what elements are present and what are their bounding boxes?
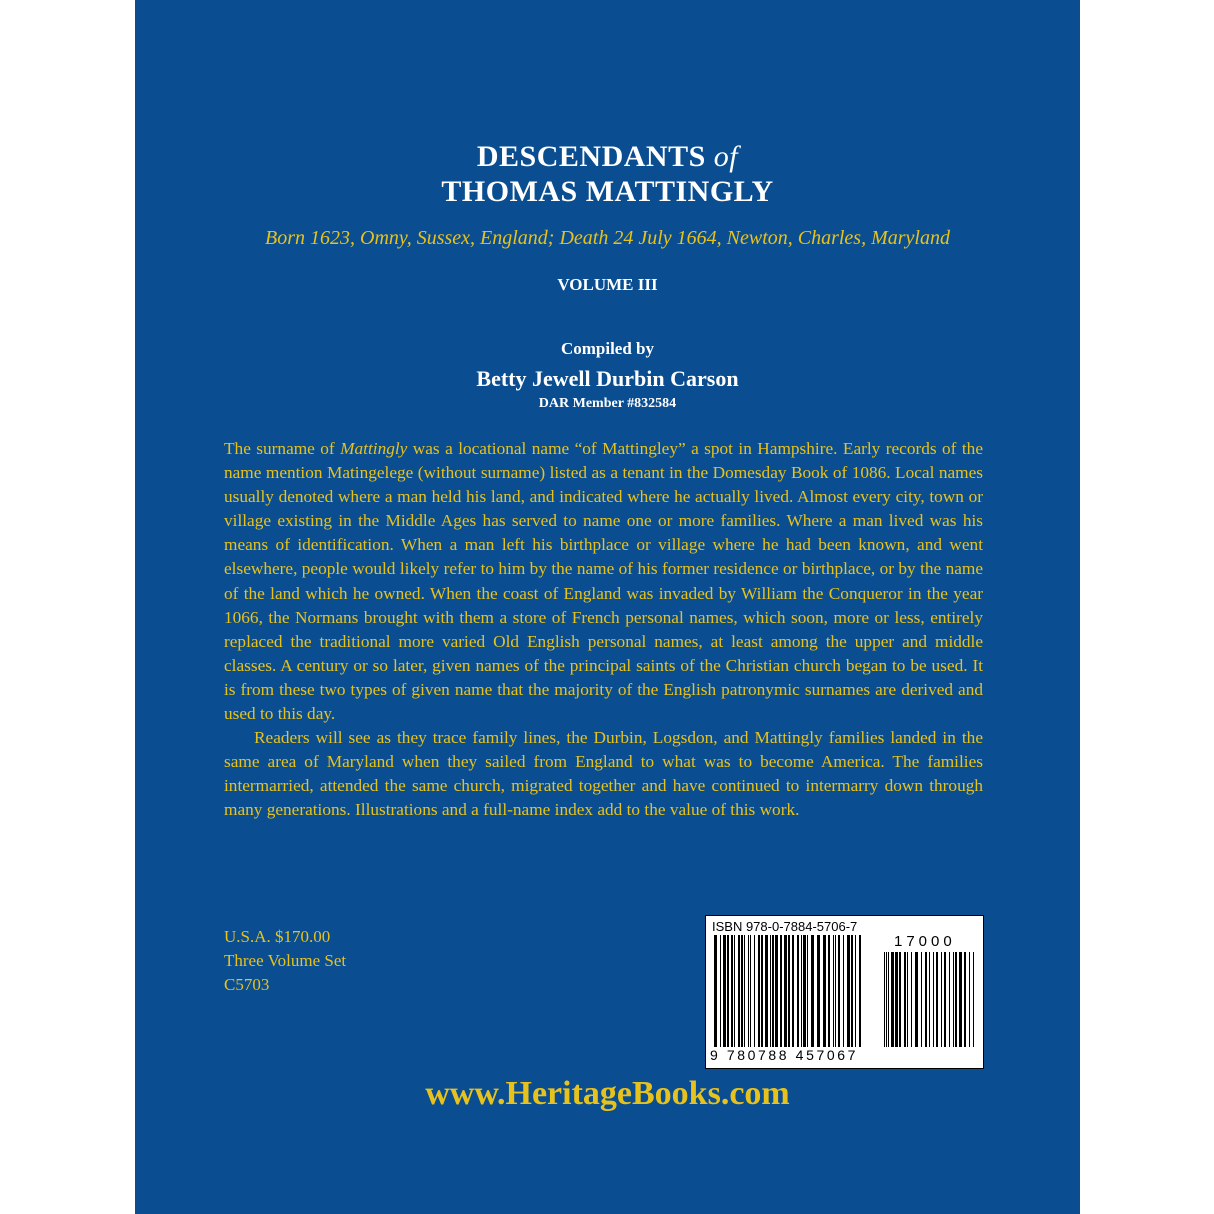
title-of: of	[713, 140, 739, 173]
barcode-bar	[792, 935, 794, 1047]
barcode-bar	[904, 952, 906, 1047]
barcode-bar	[847, 935, 850, 1047]
dar-member-number: DAR Member #832584	[538, 396, 677, 411]
barcode-bar	[959, 952, 962, 1047]
surname-emphasis: Mattingly	[340, 439, 408, 458]
barcode-bar	[969, 952, 970, 1047]
barcode-bar	[788, 935, 790, 1047]
barcode-main-bars	[714, 935, 864, 1047]
barcode-bar	[744, 935, 745, 1047]
barcode-bar	[811, 935, 814, 1047]
barcode-bar	[888, 952, 889, 1047]
title-line-1	[135, 140, 1080, 174]
barcode-bar	[741, 935, 743, 1047]
title-line-2: THOMAS MATTINGLY	[441, 175, 774, 208]
barcode-bar	[797, 935, 799, 1047]
barcode-bar	[780, 935, 782, 1047]
barcode-bar	[761, 935, 763, 1047]
barcode-bar	[925, 952, 927, 1047]
description-paragraph-1: The surname of Mattingly was a locational name “of Mattingley” a spot in Hampshire. Early records of the name mention Matingelege (without surname) listed as a tenant in the Domesday Book of 1086. Local names usually denoted where a man held his land, and indicated where he actually lived. Almost every city, town or village existing in the Middle Ages has served to name one or more families. Where a man lived was his means of identification. When a man left his birthplace or village where he had been known, and went elsewhere, people would likely refer to him by the name of his former residence or birthplace, or by the name of the land which he owned. When the coast of England was invaded by William the Conqueror in the year 1066, the Normans brought with them a store of French personal names, which soon, more or less, entirely replaced the traditional more varied Old English personal names, at least among the upper and middle classes. A century or so later, given names of the principal saints of the Christian church began to be used. It is from these two types of given name that the majority of the English patronymic surnames are derived and used to this day.	[224, 439, 983, 724]
catalog-code: C5703	[224, 975, 270, 994]
barcode-bar	[765, 935, 768, 1047]
book-back-cover	[135, 0, 1080, 1214]
barcode-bar	[720, 935, 721, 1047]
subtitle-dates: Born 1623, Omny, Sussex, England; Death 24 July 1664, Newton, Charles, Maryland	[265, 227, 950, 249]
barcode-bar	[714, 935, 717, 1047]
volume-label: VOLUME III	[557, 275, 658, 294]
barcode-bar	[817, 935, 820, 1047]
price: U.S.A. $170.00	[224, 927, 331, 946]
isbn-label: ISBN 978-0-7884-5706-7	[712, 919, 858, 934]
compiled-by-label: Compiled by	[560, 339, 655, 358]
website-url: www.HeritageBooks.com	[425, 1075, 790, 1112]
title-descendants: DESCENDANTS	[476, 140, 714, 173]
barcode-bar	[731, 935, 733, 1047]
barcode-bar	[801, 935, 802, 1047]
author-name: Betty Jewell Durbin Carson	[476, 366, 739, 391]
barcode-bar	[738, 935, 740, 1047]
barcode-bar	[907, 952, 908, 1047]
barcode-bar	[803, 935, 806, 1047]
barcode-bar	[964, 952, 966, 1047]
barcode-bar	[933, 952, 934, 1047]
barcode-bar	[891, 952, 894, 1047]
barcode-bar	[770, 935, 771, 1047]
barcode-bar	[748, 935, 749, 1047]
barcode-bar	[754, 935, 755, 1047]
barcode-bar	[921, 952, 922, 1047]
barcode-bar	[855, 935, 856, 1047]
description-paragraph-2: Readers will see as they trace family lines, the Durbin, Logsdon, and Mattingly families landed in the same area of Maryland when they sailed from England to what was to become America. The families intermarried, attended the same church, migrated together and have continued to intermarry down through many generations. Illustrations and a full-name index add to the value of this work.	[224, 728, 983, 820]
barcode-bar	[911, 952, 912, 1047]
barcode-bar	[936, 952, 938, 1047]
barcode-bar	[843, 935, 844, 1047]
barcode-bar	[886, 952, 887, 1047]
barcode-bar	[895, 952, 898, 1047]
barcode-bar	[823, 935, 826, 1047]
barcode-addon-bars	[884, 952, 976, 1047]
barcode-addon-digits: 17000	[894, 933, 956, 950]
barcode-bar	[828, 935, 830, 1047]
set-label: Three Volume Set	[224, 951, 347, 970]
barcode-bar	[835, 935, 836, 1047]
barcode-bar	[884, 952, 885, 1047]
barcode-bar	[727, 935, 729, 1047]
barcode-bar	[949, 952, 950, 1047]
barcode-bar	[953, 952, 954, 1047]
barcode-bar	[833, 935, 834, 1047]
barcode-bar	[807, 935, 808, 1047]
barcode-bar	[838, 935, 840, 1047]
barcode-bar	[758, 935, 760, 1047]
price-block	[224, 925, 346, 997]
barcode-bar	[929, 952, 930, 1047]
barcode-bar	[944, 952, 946, 1047]
barcode-bar	[723, 935, 726, 1047]
barcode-bar	[899, 952, 901, 1047]
barcode-bar	[750, 935, 751, 1047]
barcode-bar	[941, 952, 942, 1047]
barcode-bar	[955, 952, 957, 1047]
barcode-bar	[772, 935, 774, 1047]
barcode-bar	[734, 935, 735, 1047]
barcode-bar	[859, 935, 861, 1047]
barcode-bar	[775, 935, 778, 1047]
description-text	[224, 437, 983, 823]
isbn-barcode	[705, 915, 984, 1069]
barcode-main-digits: 9 780788 457067	[710, 1047, 858, 1063]
barcode-bar	[784, 935, 787, 1047]
barcode-bar	[973, 952, 974, 1047]
barcode-bar	[851, 935, 853, 1047]
barcode-bar	[915, 952, 918, 1047]
